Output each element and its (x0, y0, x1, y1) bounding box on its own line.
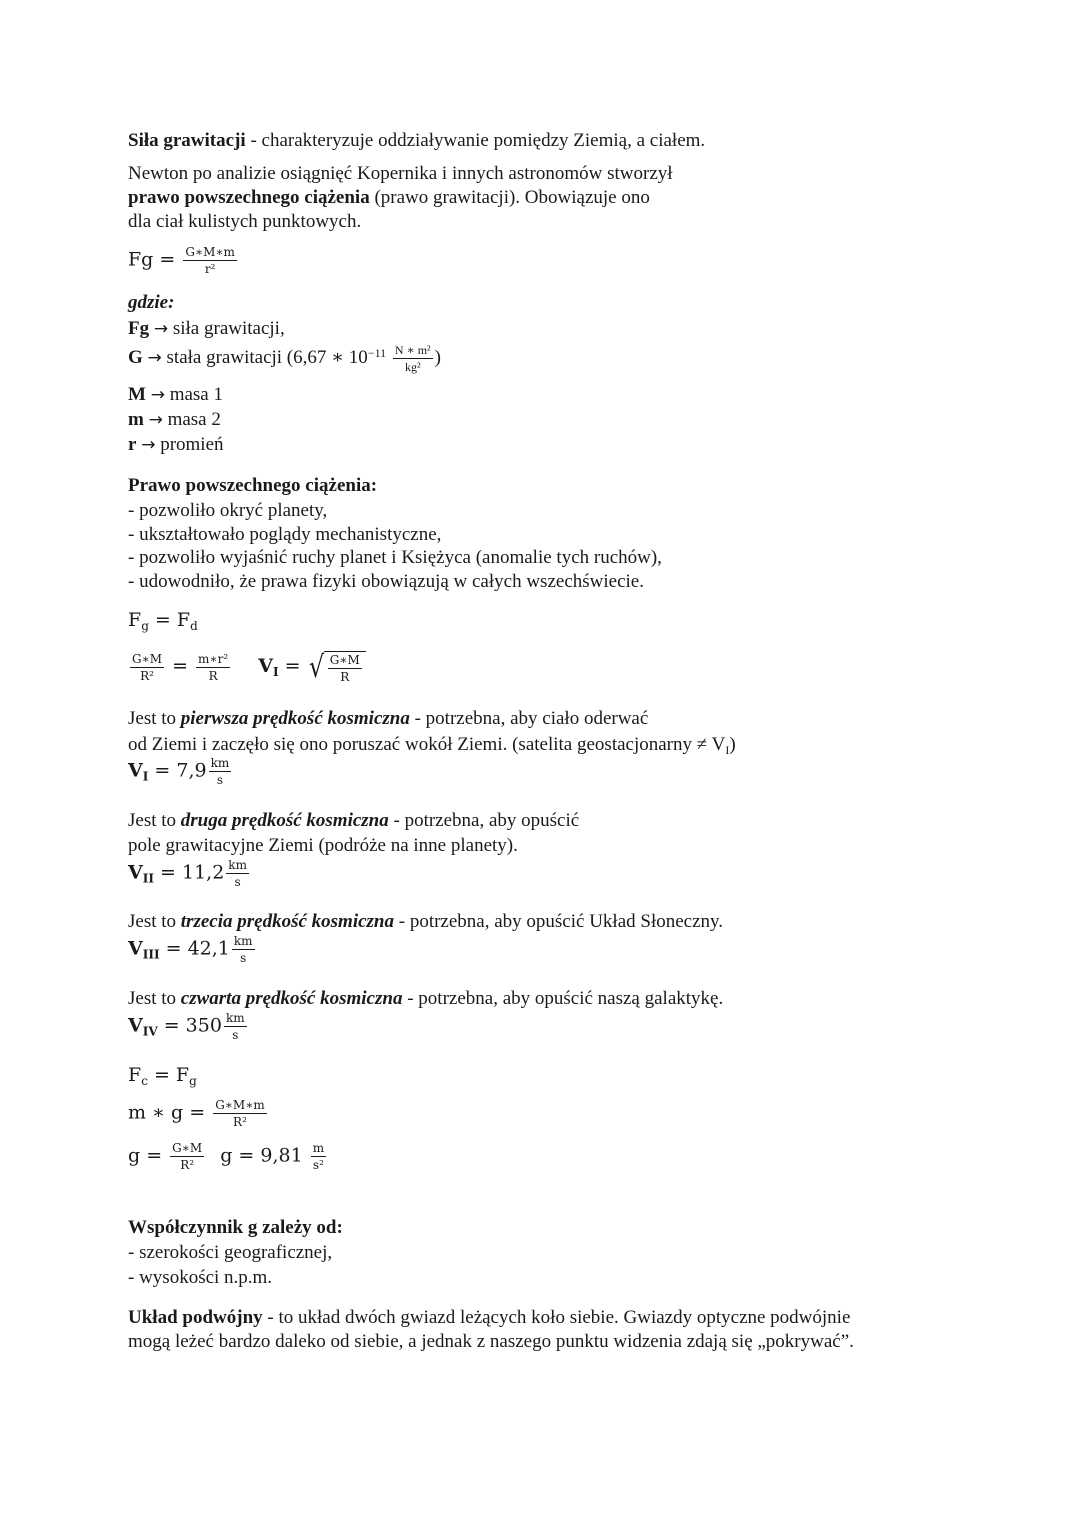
binary-line-2: mogą leżeć bardzo daleko od siebie, a jednak z naszego punktu widzenia zdają się „pokrywać”. (128, 1331, 854, 1352)
orbit-right-num: m∗r² (198, 651, 229, 666)
binary-line-1-rest: - to układ dwóch gwiazd leżących koło siebie. Gwiazdy optyczne podwójnie (262, 1307, 851, 1328)
speed-4-sub: IV (142, 1024, 158, 1039)
speed-3-value (128, 935, 257, 964)
speed-2-unit-num: km (228, 858, 247, 872)
law-item: - pozwoliło okryć planety, (128, 500, 328, 521)
eq-g-unit (311, 1142, 326, 1171)
speed-3-number: = 42,1 (159, 937, 230, 960)
legend-fg-desc: siła grawitacji, (168, 318, 285, 339)
speed-2-prefix: Jest to (128, 810, 181, 831)
speed-3-unit-num: km (233, 934, 253, 948)
orbit-left-fraction (130, 653, 164, 682)
sqrt-num: G∗M (329, 653, 360, 667)
speed-1-number: = 7,9 (148, 759, 207, 782)
eq-fd-symbol: F (176, 609, 191, 631)
eq-fc-symbol: F (128, 1064, 142, 1086)
equation-mg (128, 1099, 269, 1128)
eq-g-num: G∗M (172, 1141, 203, 1155)
eq-g-lhs: g = (128, 1144, 163, 1167)
speed-1-line2-sub: I (725, 743, 730, 757)
orbit-v-sub: I (272, 665, 279, 679)
speed-2-line-2: pole grawitacyjne Ziemi (podróże na inne planety). (128, 835, 518, 856)
legend-g-symbol: G (128, 346, 143, 368)
sqrt-symbol (307, 651, 366, 683)
orbit-equals: = (172, 655, 188, 677)
speed-1-unit-num: km (210, 756, 230, 770)
speed-2-line-1 (128, 811, 579, 830)
radical-icon: √ (308, 650, 324, 685)
sqrt-radicand (324, 651, 366, 683)
speed-3-unit-den: s (240, 951, 247, 965)
legend-g (128, 344, 441, 373)
speed-4-value (128, 1012, 249, 1041)
speed-4-prefix: Jest to (128, 988, 181, 1009)
orbit-right-fraction (196, 653, 230, 682)
intro-line-1 (128, 131, 705, 150)
legend-g-unit-num: N ∗ m² (394, 343, 431, 357)
law-description: (prawo grawitacji). Obowiązuje ono (369, 187, 650, 208)
arrow-icon: → (147, 347, 162, 368)
speed-3-unit (232, 935, 255, 964)
speed-3-desc: - potrzebna, aby opuścić Układ Słoneczny. (394, 911, 724, 932)
speed-4-line-1 (128, 989, 723, 1008)
orbit-left-den: R² (140, 668, 154, 683)
legend-heading: gdzie: (128, 292, 175, 313)
speed-4-unit (224, 1012, 247, 1041)
legend-m-symbol: m (128, 409, 144, 430)
speed-1-sub: I (142, 769, 149, 784)
speed-2-symbol: V (128, 861, 143, 884)
eq-fd-sub: d (190, 619, 198, 633)
law-item: - ukształtowało poglądy mechanistyczne, (128, 524, 442, 545)
orbit-v-equals: = (284, 655, 301, 677)
speed-1-symbol: V (128, 759, 143, 782)
orbit-left-num: G∗M (132, 651, 163, 666)
speed-3-term: trzecia prędkość kosmiczna (180, 911, 394, 932)
arrow-icon: → (153, 319, 169, 339)
speed-1-value (128, 757, 233, 786)
factor-item: - wysokości n.p.m. (128, 1267, 273, 1288)
term-gravity-force: Siła grawitacji (128, 130, 246, 151)
speed-1-unit-den: s (216, 773, 223, 787)
speed-3-prefix: Jest to (128, 911, 181, 932)
eq-mg-lhs: m ∗ g = (128, 1101, 206, 1124)
binary-term: Układ podwójny (128, 1307, 263, 1328)
speed-1-line2-end: ) (729, 734, 736, 755)
eq-fc-sub: c (141, 1074, 148, 1088)
legend-g-unit-den: kg² (404, 360, 421, 374)
legend-fg-symbol: Fg (128, 318, 150, 339)
eq-g-value: g = 9,81 (220, 1144, 303, 1167)
legend-M-desc: masa 1 (164, 384, 223, 405)
factor-item: - szerokości geograficznej, (128, 1242, 333, 1263)
binary-line-1 (128, 1308, 850, 1327)
formula-fg (128, 246, 239, 275)
law-heading: Prawo powszechnego ciążenia: (128, 475, 378, 496)
speed-1-term: pierwsza prędkość kosmiczna (180, 708, 410, 729)
speed-2-term: druga prędkość kosmiczna (180, 810, 389, 831)
eq-fc-fg-symbol: F (175, 1064, 190, 1086)
eq-g-unit-den: s² (312, 1158, 324, 1172)
eq-fc-equals: = (147, 1064, 176, 1086)
legend-g-unit (393, 344, 433, 373)
arrow-icon: → (141, 435, 156, 455)
sqrt-den: R (340, 670, 350, 684)
eq-fg-sub: g (141, 619, 149, 633)
legend-r (128, 435, 224, 454)
speed-1-unit (209, 757, 232, 786)
speed-3-symbol: V (128, 937, 143, 960)
speed-4-desc: - potrzebna, aby opuścić naszą galaktykę. (402, 988, 724, 1009)
formula-fg-num: G∗M∗m (185, 245, 235, 259)
speed-4-term: czwarta prędkość kosmiczna (180, 988, 403, 1009)
speed-2-number: = 11,2 (153, 861, 225, 884)
legend-fg (128, 319, 285, 338)
speed-2-desc: - potrzebna, aby opuścić (388, 810, 580, 831)
formula-fg-fraction (183, 246, 237, 275)
arrow-icon: → (150, 385, 165, 405)
equation-fc-fg (128, 1066, 197, 1087)
speed-3-line-1 (128, 912, 723, 931)
law-item: - pozwoliło wyjaśnić ruchy planet i Księżyca (anomalie tych ruchów), (128, 547, 662, 568)
sqrt-fraction (328, 654, 362, 683)
term-universal-gravitation: prawo powszechnego ciążenia (128, 187, 370, 208)
arrow-icon: → (148, 410, 163, 430)
orbit-right-den: R (208, 668, 218, 683)
eq-g-den: R² (180, 1158, 195, 1172)
formula-fg-den: r² (204, 262, 216, 276)
speed-4-symbol: V (128, 1014, 143, 1037)
eq-mg-num: G∗M∗m (215, 1098, 265, 1112)
legend-r-desc: promień (155, 434, 224, 455)
speed-2-value (128, 859, 251, 888)
legend-g-exponent: −11 (367, 345, 387, 360)
legend-M (128, 385, 223, 404)
intro-line-3 (128, 188, 650, 207)
factor-heading: Współczynnik g zależy od: (128, 1217, 343, 1238)
law-item: - udowodniło, że prawa fizyki obowiązują w całych wszechświecie. (128, 571, 644, 592)
speed-2-unit-den: s (234, 875, 241, 889)
speed-1-desc: - potrzebna, aby ciało oderwać (409, 708, 649, 729)
gravity-force-definition: - charakteryzuje oddziaływanie pomiędzy Ziemią, a ciałem. (245, 130, 706, 151)
intro-line-2: Newton po analizie osiągnięć Kopernika i innych astronomów stworzył (128, 163, 673, 184)
speed-1-line-1 (128, 709, 648, 728)
intro-line-4: dla ciał kulistych punktowych. (128, 211, 362, 232)
speed-4-number: = 350 (157, 1014, 222, 1037)
eq-g-unit-num: m (312, 1141, 325, 1155)
speed-2-unit (226, 859, 249, 888)
eq-mg-den: R² (233, 1115, 247, 1129)
legend-g-desc: stała grawitacji (6,67 ∗ 10 (161, 346, 368, 368)
legend-g-close: ) (434, 346, 441, 368)
speed-4-unit-den: s (232, 1028, 239, 1042)
speed-2-sub: II (142, 871, 154, 886)
speed-3-sub: III (142, 947, 160, 962)
eq-fg-symbol: F (128, 609, 142, 631)
legend-r-symbol: r (128, 434, 137, 455)
orbit-v-symbol: V (258, 655, 273, 677)
eq-g-fraction (170, 1142, 204, 1171)
eq-mg-fraction (213, 1099, 267, 1128)
speed-1-line2-text: od Ziemi i zaczęło się ono poruszać wokół Ziemi. (satelita geostacjonarny ≠ V (128, 734, 726, 755)
eq-equals: = (148, 609, 177, 631)
legend-m-desc: masa 2 (162, 409, 221, 430)
eq-fc-fg-sub: g (189, 1074, 197, 1088)
equation-g (128, 1142, 328, 1171)
legend-M-symbol: M (128, 384, 146, 405)
equation-fg-fd (128, 611, 198, 632)
speed-1-prefix: Jest to (128, 708, 181, 729)
equation-orbit (128, 651, 366, 683)
legend-m (128, 410, 221, 429)
speed-4-unit-num: km (225, 1011, 245, 1025)
speed-1-line-2 (128, 735, 736, 756)
formula-fg-lhs: Fg = (128, 248, 176, 271)
